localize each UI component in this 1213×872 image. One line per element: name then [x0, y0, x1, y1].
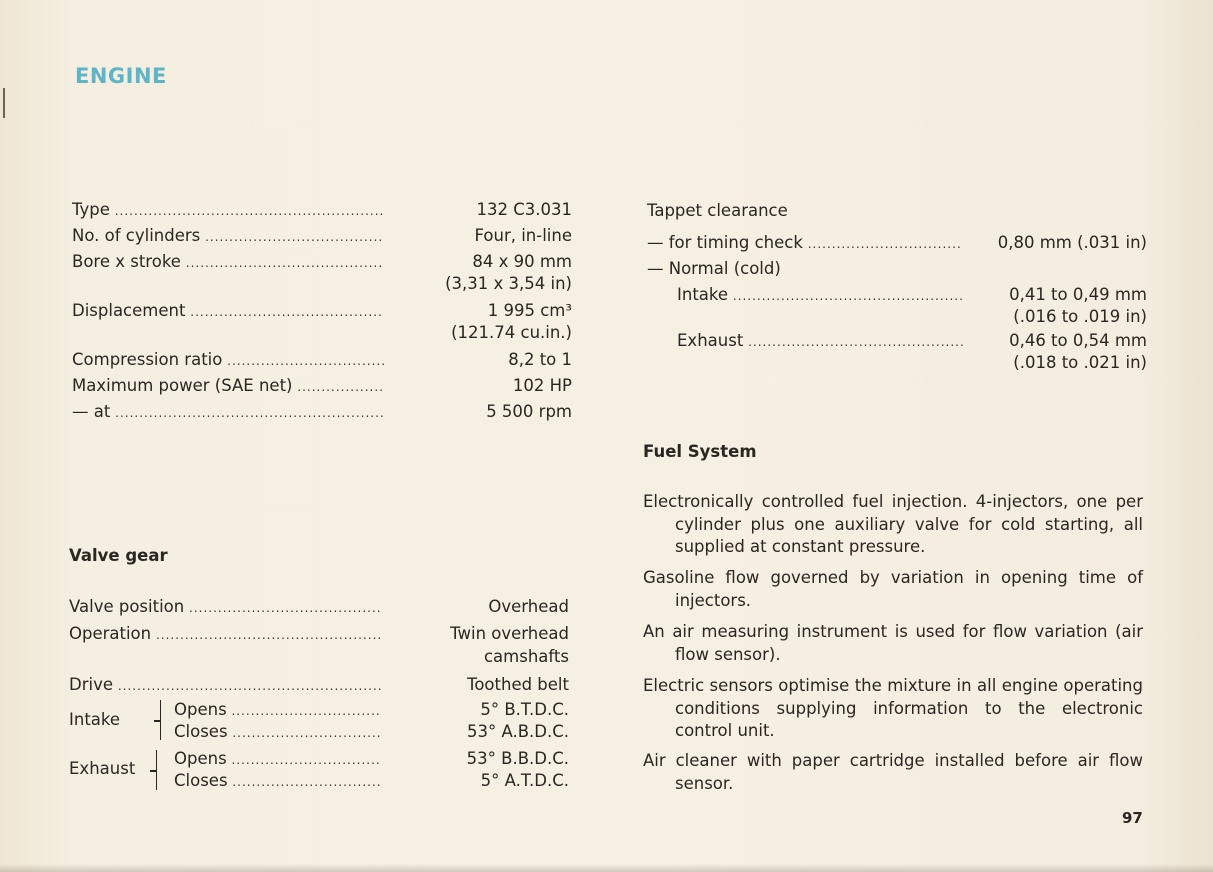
timing-value: 5° B.T.D.C.	[480, 700, 569, 719]
intake-timing-label: Intake	[69, 710, 121, 729]
spec-label: Operation .....	[69, 622, 381, 647]
spec-value: 0,46 to 0,54 mm	[1009, 331, 1147, 350]
fuel-paragraph: An air measuring instrument is used for flow variation (air flow sensor).	[643, 622, 1143, 664]
spec-label: Compression ratio .....	[72, 348, 384, 373]
fuel-paragraph: Electronically controlled fuel injection. 4-injectors, one per cylinder plus one auxiliary valve for cold starting, all supplied at constant pressure.	[643, 492, 1143, 556]
fuel-paragraph: Air cleaner with paper cartridge installed before air flow sensor.	[643, 751, 1143, 793]
tappet-normal-label: — Normal (cold)	[647, 259, 781, 278]
spec-label: Bore x stroke .....	[72, 250, 384, 275]
margin-mark	[3, 88, 5, 118]
spec-label: Drive .....	[69, 673, 381, 698]
spec-value: Overhead	[488, 597, 569, 616]
spec-label: — for timing check .....	[647, 231, 963, 256]
timing-value: 53° A.B.D.C.	[466, 722, 569, 741]
spec-value: Four, in-line	[474, 226, 572, 245]
tappet-heading: Tappet clearance	[647, 201, 788, 220]
spec-label: Intake .....	[677, 283, 963, 308]
spec-label: Valve position .....	[69, 595, 381, 620]
fuel-system-heading: Fuel System	[643, 442, 757, 461]
brace-intake	[160, 700, 169, 740]
spec-label: Displacement .....	[72, 299, 384, 324]
spec-value: 0,41 to 0,49 mm	[1009, 285, 1147, 304]
spec-value-secondary: (121.74 cu.in.)	[451, 323, 572, 342]
spec-value-secondary: camshafts	[483, 647, 569, 666]
brace-exhaust	[156, 750, 165, 790]
page-number: 97	[1122, 809, 1143, 827]
spec-value-secondary: (3,31 x 3,54 in)	[445, 274, 572, 293]
spec-label: Type .....	[72, 198, 384, 223]
spec-value: 8,2 to 1	[508, 350, 572, 369]
timing-value: 53° B.B.D.C.	[466, 749, 569, 768]
spec-label: No. of cylinders .....	[72, 224, 384, 249]
spec-label: Exhaust .....	[677, 329, 963, 354]
exhaust-timing-label: Exhaust	[69, 759, 136, 778]
page-edge-shadow	[0, 864, 1213, 872]
timing-label: Opens .....	[174, 698, 382, 723]
page-title: ENGINE	[75, 64, 167, 88]
spec-value: 132 C3.031	[476, 200, 572, 219]
spec-value: 84 x 90 mm	[472, 252, 572, 271]
spec-label: Maximum power (SAE net) .....	[72, 374, 384, 399]
timing-label: Closes .....	[174, 720, 382, 745]
valve-gear-heading: Valve gear	[69, 546, 168, 565]
spec-value-secondary: (.018 to .021 in)	[1013, 353, 1147, 372]
spec-value: Twin overhead	[450, 624, 569, 643]
spec-value: 102 HP	[512, 376, 572, 395]
fuel-paragraph: Gasoline flow governed by variation in opening time of injectors.	[643, 568, 1143, 610]
spec-value: Toothed belt	[467, 675, 569, 694]
spec-value: 5 500 rpm	[486, 402, 572, 421]
spec-value-secondary: (.016 to .019 in)	[1013, 307, 1147, 326]
spec-value: 0,80 mm (.031 in)	[997, 233, 1147, 252]
spec-value: 1 995 cm³	[487, 301, 572, 320]
fuel-paragraph: Electric sensors optimise the mixture in all engine operating conditions supplying information to the electronic control unit.	[643, 676, 1143, 740]
timing-value: 5° A.T.D.C.	[480, 771, 569, 790]
timing-label: Closes .....	[174, 769, 382, 794]
timing-label: Opens .....	[174, 747, 382, 772]
spec-label: — at .....	[72, 400, 384, 425]
